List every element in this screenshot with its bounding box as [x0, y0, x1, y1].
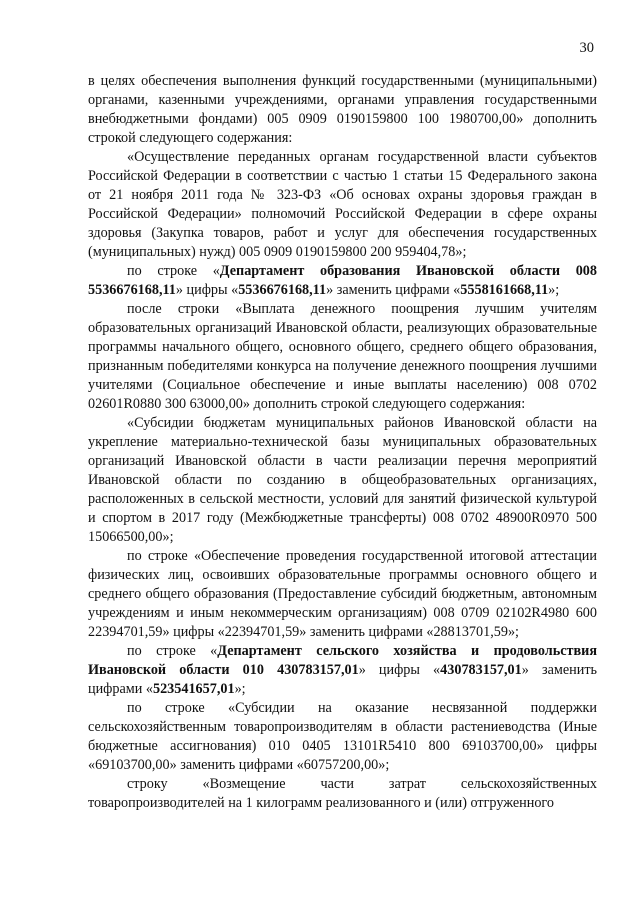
- bold-department-line: Департамент образования Ивановской области 008 5536676168,11: [88, 263, 597, 298]
- paragraph-7: [88, 642, 597, 699]
- paragraph-8: по строке «Субсидии на оказание несвязанной поддержки сельскохозяйственным товаропроизводителям в области растениеводства (Иные бюджетные ассигнования) 010 0405 13101R5410 800 69103700,00» цифры «69103700,00» заменить цифрами «60757200,00»;: [88, 700, 597, 773]
- paragraph-1: в целях обеспечения выполнения функций государственными (муниципальными) органами, казенными учреждениями, органами управления государственными внебюджетными фондами) 005 0909 0190159800 100 1980700,00» дополнить строкой следующего содержания:: [88, 73, 597, 146]
- page-number: 30: [579, 40, 594, 56]
- paragraph-4: после строки «Выплата денежного поощрения лучшим учителям образовательных организаций Ивановской области, реализующих образовательные программы начального общего, основного общего, среднего общего образования, признанным победителями конкурса на получение денежного поощрения лучшими учителями (Социальное обеспечение и иные выплаты населению) 008 0702 02601R0880 300 63000,00» дополнить строкой следующего содержания:: [88, 301, 597, 412]
- text-run: по строке «: [127, 643, 218, 659]
- bold-new-amount: 5558161668,11: [460, 282, 549, 298]
- text-run: » цифры «: [358, 662, 441, 678]
- bold-old-amount: 5536676168,11: [238, 282, 327, 298]
- text-run: » заменить цифрами «: [326, 282, 461, 298]
- text-run: » заменить цифрами «: [88, 662, 597, 697]
- document-body: [88, 72, 597, 813]
- text-run: » цифры «: [175, 282, 239, 298]
- text-run: »;: [234, 681, 246, 697]
- bold-old-amount: 430783157,01: [440, 662, 522, 678]
- paragraph-6: по строке «Обеспечение проведения государственной итоговой аттестации физических лиц, освоивших образовательные программы основного общего и среднего общего образования (Предоставление субсидий бюджетным, автономным учреждениям и иным некоммерческим организациям) 008 0709 02102R4980 600 22394701,59» цифры «22394701,59» заменить цифрами «28813701,59»;: [88, 548, 597, 640]
- text-run: по строке «: [127, 263, 220, 279]
- paragraph-3: [88, 262, 597, 300]
- bold-new-amount: 523541657,01: [152, 681, 235, 697]
- paragraph-5: «Субсидии бюджетам муниципальных районов Ивановской области на укрепление материально-технической базы муниципальных образовательных организаций Ивановской области в части реализации перечня мероприятий Ивановской области по созданию в общеобразовательных организациях, расположенных в сельской местности, условий для занятий физической культурой и спортом в 2017 году (Межбюджетные трансферты) 008 0702 48900R0970 500 15066500,00»;: [88, 415, 597, 545]
- bold-department-line: Департамент сельского хозяйства и продовольствия Ивановской области 010 430783157,01: [88, 643, 597, 678]
- paragraph-9: строку «Возмещение части затрат сельскохозяйственных товаропроизводителей на 1 килограмм реализованного и (или) отгруженного: [88, 776, 597, 811]
- text-run: »;: [548, 282, 560, 298]
- paragraph-2: «Осуществление переданных органам государственной власти субъектов Российской Федерации в соответствии с частью 1 статьи 15 Федерального закона от 21 ноября 2011 года № 323-ФЗ «Об основах охраны здоровья граждан в Российской Федерации» полномочий Российской Федерации в сфере охраны здоровья (Закупка товаров, работ и услуг для обеспечения государственных (муниципальных) нужд) 005 0909 0190159800 200 959404,78»;: [88, 149, 597, 260]
